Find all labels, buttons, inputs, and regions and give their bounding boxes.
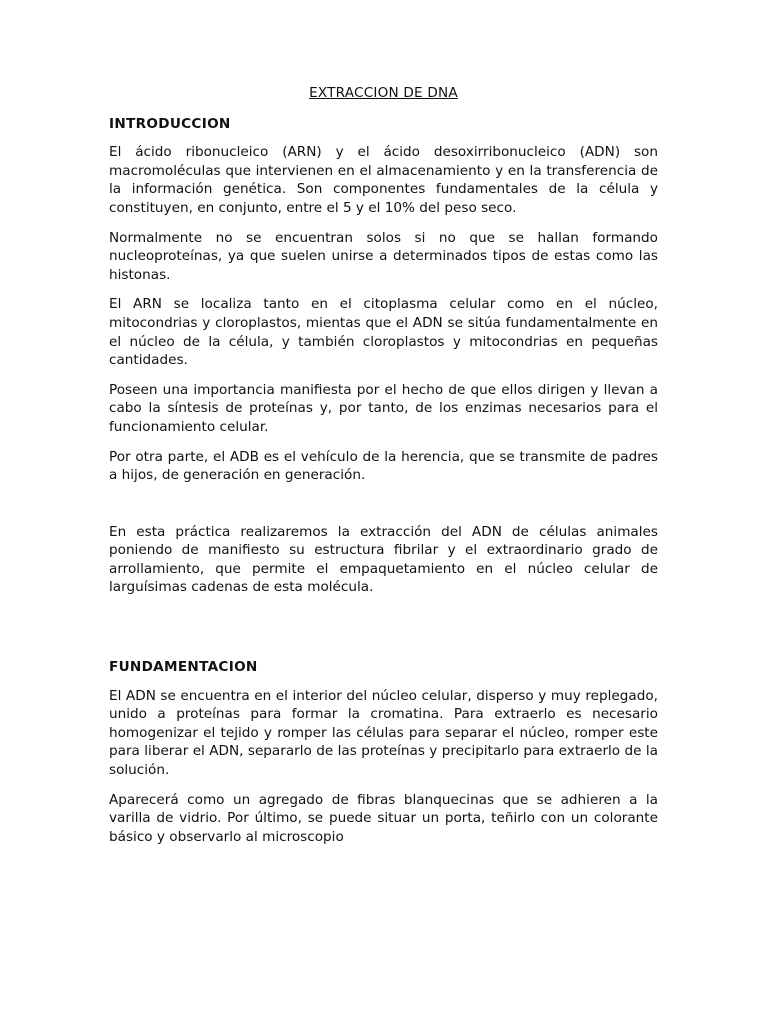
paragraph: Normalmente no se encuentran solos si no que se hallan formando nucleoproteínas, ya que suelen unirse a determinados tipos de estas como las histonas.: [109, 229, 658, 283]
paragraph: En esta práctica realizaremos la extracción del ADN de células animales poniendo de manifiesto su estructura fibrilar y el extraordinario grado de arrollamiento, que permite el empaquetamiento en el núcleo celular de larguísimas cadenas de esta molécula.: [109, 523, 658, 596]
paragraph: Por otra parte, el ADB es el vehículo de la herencia, que se transmite de padres a hijos, de generación en generación.: [109, 448, 658, 484]
document-page: [109, 84, 658, 857]
paragraph: Poseen una importancia manifiesta por el hecho de que ellos dirigen y llevan a cabo la síntesis de proteínas y, por tanto, de los enzimas necesarios para el funcionamiento celular.: [109, 381, 658, 435]
paragraph: El ADN se encuentra en el interior del núcleo celular, disperso y muy replegado, unido a proteínas para formar la cromatina. Para extraerlo es necesario homogenizar el tejido y romper las células para separar el núcleo, romper este para liberar el ADN, separarlo de las proteínas y precipitarlo para extraerlo de la solución.: [109, 687, 658, 779]
blank-space: [109, 608, 658, 658]
paragraph: El ARN se localiza tanto en el citoplasma celular como en el núcleo, mitocondrias y cloroplastos, mientas que el ADN se sitúa fundamentalmente en el núcleo de la célula, y también cloroplastos y mitocondrias en pequeñas cantidades.: [109, 296, 658, 369]
section-heading-fundamentacion: FUNDAMENTACION: [109, 659, 258, 676]
document-title: EXTRACCION DE DNA: [309, 85, 458, 101]
section-heading-introduccion: INTRODUCCION: [109, 115, 231, 132]
paragraph: El ácido ribonucleico (ARN) y el ácido desoxirribonucleico (ADN) son macromoléculas que intervienen en el almacenamiento y en la transferencia de la información genética. Son componentes fundamentales de la célula y constituyen, en conjunto, entre el 5 y el 10% del peso seco.: [109, 144, 658, 216]
paragraph: Aparecerá como un agregado de fibras blanquecinas que se adhieren a la varilla de vidrio. Por último, se puede situar un porta, teñirlo con un colorante básico y observarlo al microscopio: [109, 791, 658, 845]
blank-space: [109, 496, 658, 523]
